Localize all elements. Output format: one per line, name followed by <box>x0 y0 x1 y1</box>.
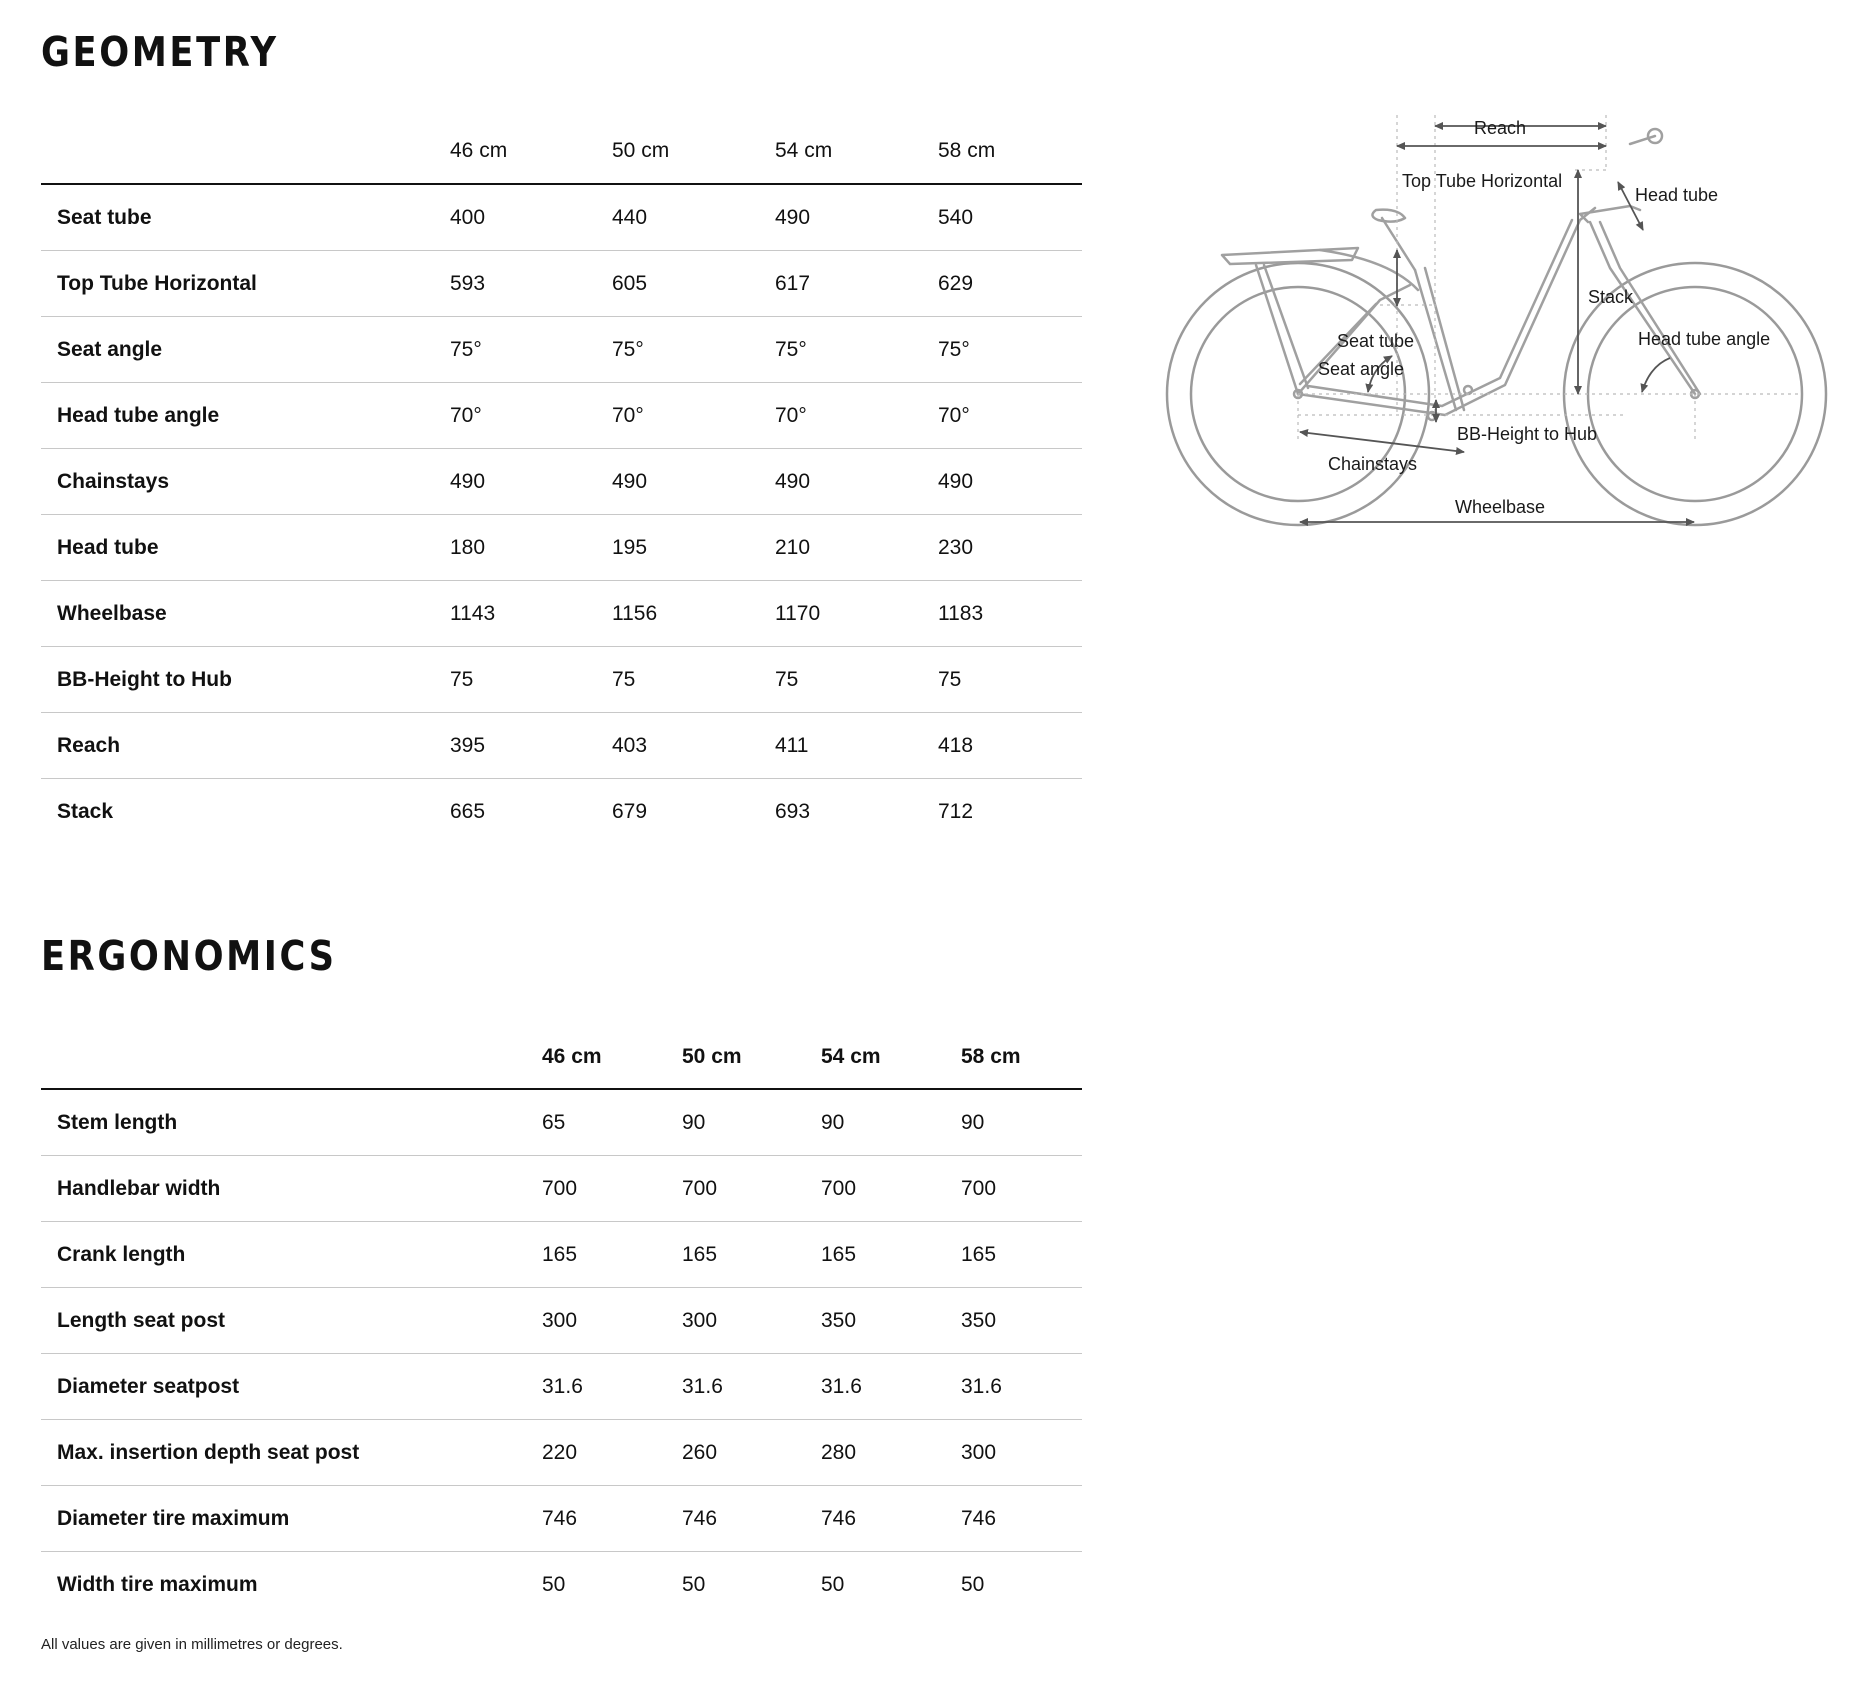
value-cell: 700 <box>821 1156 961 1222</box>
size-column-header: 50 cm <box>612 119 775 184</box>
value-cell: 195 <box>612 515 775 581</box>
guide-lines <box>1298 115 1800 440</box>
value-cell: 700 <box>682 1156 821 1222</box>
value-cell: 746 <box>682 1486 821 1552</box>
value-cell: 400 <box>450 184 612 251</box>
value-cell: 350 <box>961 1288 1082 1354</box>
diagram-label-head-tube: Head tube <box>1635 185 1719 205</box>
value-cell: 75° <box>938 317 1082 383</box>
value-cell: 617 <box>775 251 938 317</box>
value-cell: 75° <box>775 317 938 383</box>
row-label: Diameter tire maximum <box>41 1486 542 1552</box>
table-row <box>41 779 1082 845</box>
value-cell: 90 <box>682 1089 821 1156</box>
value-cell: 746 <box>542 1486 682 1552</box>
value-cell: 350 <box>821 1288 961 1354</box>
value-cell: 75 <box>450 647 612 713</box>
table-row <box>41 184 1082 251</box>
value-cell: 1170 <box>775 581 938 647</box>
size-column-header: 58 cm <box>961 1025 1082 1089</box>
row-label: BB-Height to Hub <box>41 647 450 713</box>
value-cell: 629 <box>938 251 1082 317</box>
value-cell: 260 <box>682 1420 821 1486</box>
value-cell: 712 <box>938 799 974 823</box>
table-row <box>41 713 1082 779</box>
row-label: Wheelbase <box>41 581 450 647</box>
table-row <box>41 581 1082 647</box>
value-cell: 70° <box>938 383 1082 449</box>
value-cell: 65 <box>542 1089 682 1156</box>
value-cell: 540 <box>938 184 1082 251</box>
value-cell: 700 <box>542 1156 682 1222</box>
value-cell: 605 <box>612 251 775 317</box>
value-cell: 165 <box>821 1222 961 1288</box>
size-column-header: 54 cm <box>775 119 938 184</box>
value-cell: 700 <box>961 1156 1082 1222</box>
value-cell: 50 <box>542 1572 566 1596</box>
value-cell: 50 <box>961 1572 985 1596</box>
value-cell: 90 <box>821 1089 961 1156</box>
value-cell: 210 <box>775 515 938 581</box>
value-cell: 395 <box>450 713 612 779</box>
row-label: Seat tube <box>41 184 450 251</box>
diagram-label-seat-tube: Seat tube <box>1337 331 1415 351</box>
value-cell: 490 <box>775 449 938 515</box>
ergonomics-title: ERGONOMICS <box>41 932 337 980</box>
value-cell: 31.6 <box>961 1354 1082 1420</box>
value-cell: 490 <box>938 449 1082 515</box>
value-cell: 70° <box>612 383 775 449</box>
value-cell: 31.6 <box>542 1354 682 1420</box>
value-cell: 75° <box>450 317 612 383</box>
footnote: All values are given in millimetres or degrees. <box>41 1636 343 1653</box>
row-label: Top Tube Horizontal <box>41 251 450 317</box>
value-cell: 300 <box>542 1288 682 1354</box>
value-cell: 1143 <box>450 581 612 647</box>
value-cell: 403 <box>612 713 775 779</box>
table-row <box>41 1089 1082 1156</box>
diagram-label-head-tube-angle: Head tube angle <box>1638 329 1771 349</box>
table-row <box>41 1156 1082 1222</box>
value-cell: 165 <box>542 1222 682 1288</box>
value-cell: 70° <box>775 383 938 449</box>
row-label: Handlebar width <box>41 1156 542 1222</box>
geometry-table-body <box>41 184 1082 844</box>
table-row <box>41 1486 1082 1552</box>
value-cell: 418 <box>938 713 1082 779</box>
diagram-label-reach: Reach <box>1474 118 1527 138</box>
value-cell: 490 <box>450 449 612 515</box>
geometry-table-header <box>41 119 1082 184</box>
value-cell: 230 <box>938 515 1082 581</box>
diagram-label-stack: Stack <box>1588 287 1634 307</box>
table-row <box>41 1552 1082 1618</box>
row-label: Seat angle <box>41 317 450 383</box>
value-cell: 300 <box>682 1288 821 1354</box>
header-empty-cell <box>41 1025 542 1089</box>
row-label: Reach <box>41 713 450 779</box>
value-cell: 746 <box>821 1486 961 1552</box>
value-cell: 1156 <box>612 581 775 647</box>
value-cell: 31.6 <box>821 1354 961 1420</box>
row-label: Chainstays <box>41 449 450 515</box>
value-cell: 50 <box>682 1572 706 1596</box>
value-cell: 165 <box>682 1222 821 1288</box>
ergonomics-table-body <box>41 1089 1082 1617</box>
diagram-label-wheelbase: Wheelbase <box>1455 497 1546 517</box>
diagram-label-bb-height-to-hub: BB-Height to Hub <box>1457 424 1598 444</box>
header-empty-cell <box>41 119 450 184</box>
value-cell: 490 <box>775 184 938 251</box>
table-row <box>41 1420 1082 1486</box>
value-cell: 746 <box>961 1486 1082 1552</box>
ergonomics-table <box>41 1025 1082 1617</box>
row-label: Head tube angle <box>41 383 450 449</box>
diagram-label-chainstays: Chainstays <box>1328 454 1418 474</box>
table-row <box>41 1288 1082 1354</box>
geometry-title: GEOMETRY <box>41 28 279 76</box>
row-label: Length seat post <box>41 1288 542 1354</box>
value-cell: 679 <box>612 799 648 823</box>
value-cell: 75 <box>775 647 938 713</box>
table-row <box>41 317 1082 383</box>
table-row <box>41 647 1082 713</box>
table-row <box>41 1222 1082 1288</box>
bike-geometry-diagram <box>1160 110 1840 540</box>
value-cell: 300 <box>961 1420 1082 1486</box>
table-row <box>41 1354 1082 1420</box>
value-cell: 440 <box>612 184 775 251</box>
value-cell: 165 <box>961 1222 1082 1288</box>
value-cell: 220 <box>542 1420 682 1486</box>
table-row <box>41 449 1082 515</box>
row-label: Stack <box>57 799 114 823</box>
diagram-label-top-tube-horizontal: Top Tube Horizontal <box>1402 171 1563 191</box>
size-column-header: 46 cm <box>450 119 612 184</box>
table-row <box>41 515 1082 581</box>
ergonomics-table-header <box>41 1025 1082 1089</box>
value-cell: 411 <box>775 713 938 779</box>
row-label: Stem length <box>41 1089 542 1156</box>
size-column-header: 54 cm <box>821 1025 961 1089</box>
size-column-header: 46 cm <box>542 1025 682 1089</box>
value-cell: 75 <box>612 647 775 713</box>
value-cell: 75° <box>612 317 775 383</box>
table-row <box>41 251 1082 317</box>
table-row <box>41 383 1082 449</box>
value-cell: 280 <box>821 1420 961 1486</box>
row-label: Diameter seatpost <box>41 1354 542 1420</box>
row-label: Width tire maximum <box>57 1572 258 1596</box>
geometry-table <box>41 119 1082 844</box>
value-cell: 70° <box>450 383 612 449</box>
size-column-header: 50 cm <box>682 1025 821 1089</box>
row-label: Max. insertion depth seat post <box>41 1420 542 1486</box>
value-cell: 180 <box>450 515 612 581</box>
diagram-label-seat-angle: Seat angle <box>1318 359 1405 379</box>
value-cell: 1183 <box>938 581 1082 647</box>
value-cell: 665 <box>450 799 486 823</box>
value-cell: 31.6 <box>682 1354 821 1420</box>
value-cell: 593 <box>450 251 612 317</box>
value-cell: 90 <box>961 1089 1082 1156</box>
size-column-header: 58 cm <box>938 119 1082 184</box>
value-cell: 693 <box>775 799 811 823</box>
value-cell: 75 <box>938 647 1082 713</box>
value-cell: 490 <box>612 449 775 515</box>
row-label: Crank length <box>41 1222 542 1288</box>
value-cell: 50 <box>821 1572 845 1596</box>
row-label: Head tube <box>41 515 450 581</box>
